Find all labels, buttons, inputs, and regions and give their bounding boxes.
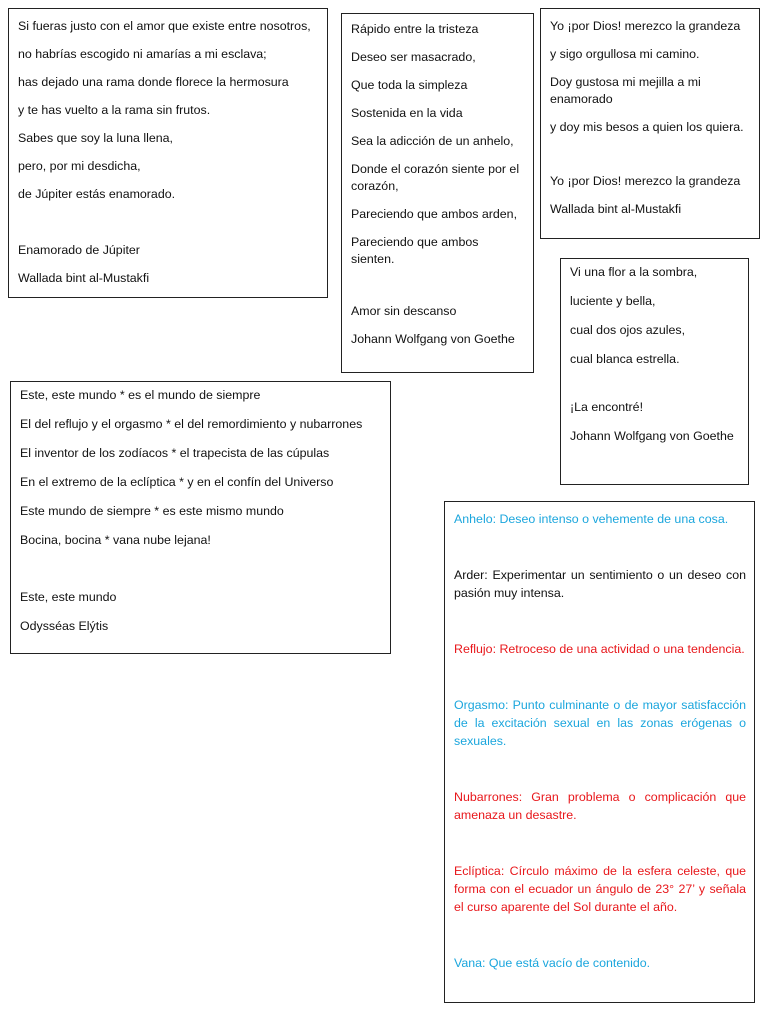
poem-line: cual blanca estrella.	[570, 352, 680, 366]
poem-card-la-encontre	[560, 258, 749, 485]
poem-line: de Júpiter estás enamorado.	[18, 187, 176, 201]
poem-line: cual dos ojos azules,	[570, 323, 686, 337]
poem-line: Yo ¡por Dios! merezco la grandeza	[550, 19, 741, 33]
poem-line: no habrías escogido ni amarías a mi esclava;	[18, 47, 267, 61]
poem-title: Yo ¡por Dios! merezco la grandeza	[550, 174, 741, 188]
poem-line: Pareciendo que ambos arden,	[351, 207, 518, 221]
poem-line: El inventor de los zodíacos * el trapecista de las cúpulas	[20, 446, 330, 460]
glossary-entry-arder: Arder: Experimentar un sentimiento o un deseo con pasión muy intensa.	[454, 568, 746, 600]
poem-line: Vi una flor a la sombra,	[570, 265, 698, 279]
poem-title: ¡La encontré!	[570, 400, 644, 414]
stanza-gap	[351, 279, 524, 303]
glossary-entry-nubarrones: Nubarrones: Gran problema o complicación que amenaza un desastre.	[454, 790, 746, 822]
glossary-entry-orgasmo: Orgasmo: Punto culminante o de mayor satisfacción de la excitación sexual en las zonas erógenas o sexuales.	[454, 698, 746, 748]
poem-author: Odysséas Elýtis	[20, 619, 109, 633]
poem-author: Johann Wolfgang von Goethe	[351, 332, 515, 346]
poem-line: Este, este mundo * es el mundo de siempre	[20, 388, 261, 402]
poem-line: Donde el corazón siente por el corazón,	[351, 162, 520, 193]
poem-line: y doy mis besos a quien los quiera.	[550, 120, 744, 134]
stanza-gap	[18, 214, 318, 242]
poem-card-merezco-la-grandeza	[540, 8, 760, 239]
poem-author: Wallada bint al-Mustakfi	[550, 202, 682, 216]
poem-line: y te has vuelto a la rama sin frutos.	[18, 103, 211, 117]
stanza-gap	[550, 147, 750, 173]
poem-line: Rápido entre la tristeza	[351, 22, 479, 36]
poem-line: Sostenida en la vida	[351, 106, 463, 120]
poem-card-este-este-mundo	[10, 381, 391, 654]
poem-author: Wallada bint al-Mustakfi	[18, 271, 150, 285]
poem-line: Sabes que soy la luna llena,	[18, 131, 173, 145]
poem-title: Enamorado de Júpiter	[18, 243, 140, 257]
poem-card-amor-sin-descanso	[341, 13, 534, 373]
glossary-entry-reflujo: Reflujo: Retroceso de una actividad o una tendencia.	[454, 642, 745, 656]
poem-line: Bocina, bocina * vana nube lejana!	[20, 533, 211, 547]
poem-line: Doy gustosa mi mejilla a mi enamorado	[550, 75, 701, 106]
glossary-box	[444, 501, 755, 1003]
poem-line: has dejado una rama donde florece la hermosura	[18, 75, 289, 89]
poem-line: luciente y bella,	[570, 294, 656, 308]
poem-line: pero, por mi desdicha,	[18, 159, 141, 173]
poem-line: Que toda la simpleza	[351, 78, 468, 92]
poem-author: Johann Wolfgang von Goethe	[570, 429, 734, 443]
poem-line: y sigo orgullosa mi camino.	[550, 47, 700, 61]
poem-line: El del reflujo y el orgasmo * el del remordimiento y nubarrones	[20, 417, 363, 431]
poem-card-enamorado-de-jupiter	[8, 8, 328, 298]
poem-line: Deseo ser masacrado,	[351, 50, 476, 64]
poem-line: Pareciendo que ambos sienten.	[351, 235, 479, 266]
poem-line: En el extremo de la eclíptica * y en el confín del Universo	[20, 475, 334, 489]
glossary-entry-vana: Vana: Que está vacío de contenido.	[454, 956, 651, 970]
poem-title: Este, este mundo	[20, 590, 117, 604]
stanza-gap	[20, 561, 381, 589]
stanza-gap	[570, 380, 739, 399]
poem-line: Este mundo de siempre * es este mismo mundo	[20, 504, 284, 518]
poem-title: Amor sin descanso	[351, 304, 457, 318]
glossary-entry-anhelo: Anhelo: Deseo intenso o vehemente de una cosa.	[454, 512, 729, 526]
poem-line: Si fueras justo con el amor que existe entre nosotros,	[18, 19, 311, 33]
glossary-entry-ecliptica: Eclíptica: Círculo máximo de la esfera celeste, que forma con el ecuador un ángulo de 23° 27’ y señala el curso aparente del Sol durante el año.	[454, 864, 746, 914]
poem-line: Sea la adicción de un anhelo,	[351, 134, 514, 148]
